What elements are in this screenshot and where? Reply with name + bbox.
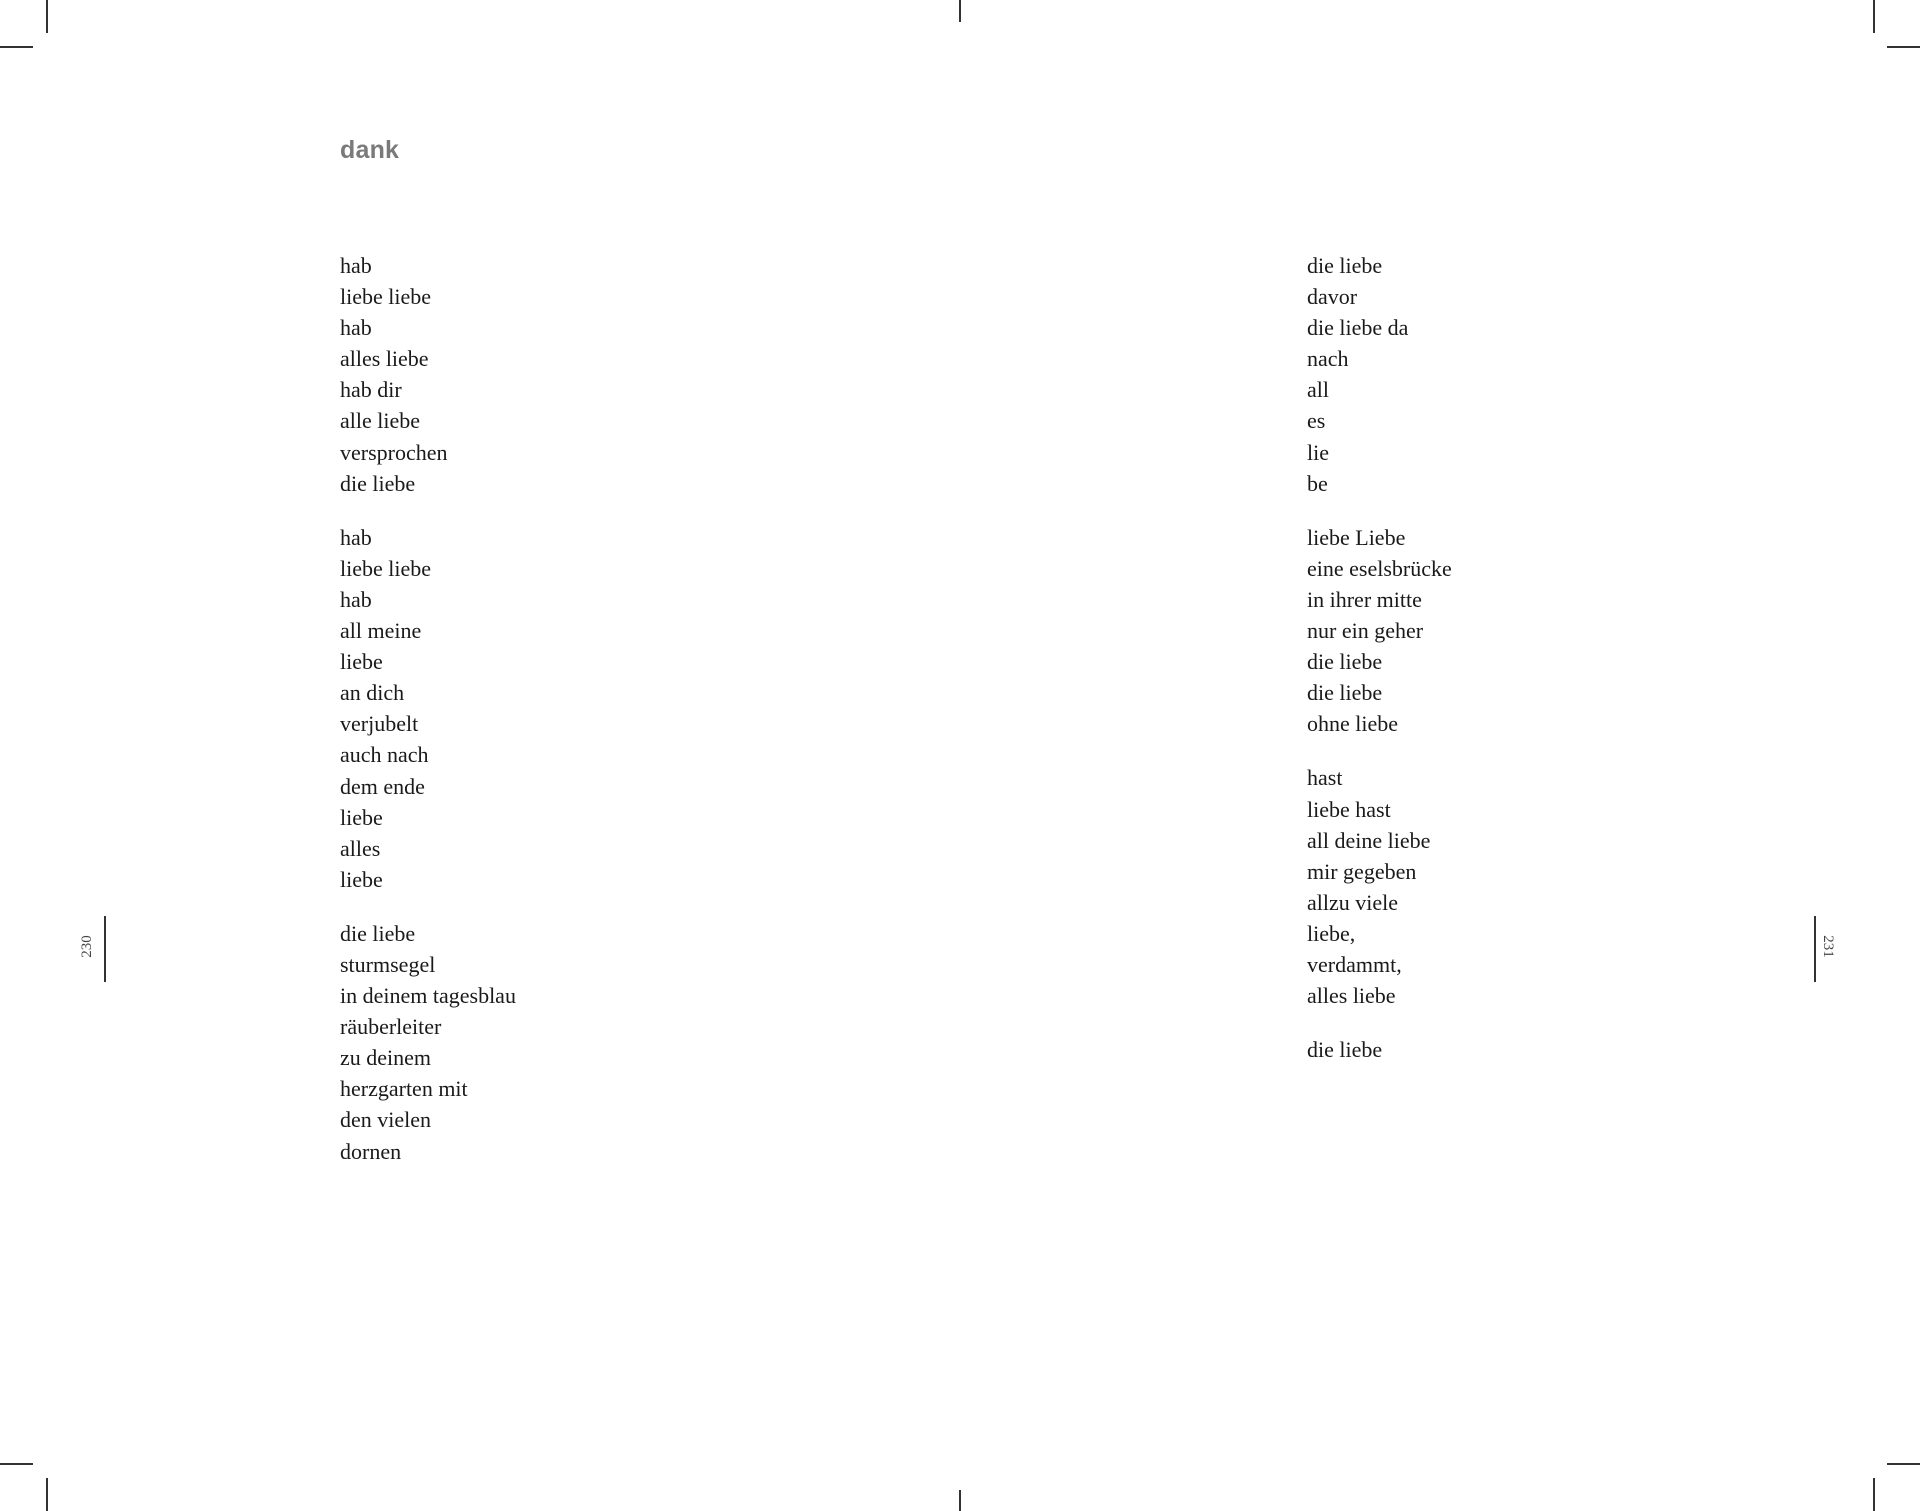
- poem-line: all deine liebe: [1307, 827, 1431, 853]
- poem-line: verdammt,: [1307, 951, 1402, 977]
- poem-line: dem ende: [340, 773, 425, 799]
- poem-line: be: [1307, 470, 1328, 496]
- poem-line: versprochen: [340, 439, 448, 465]
- page-number-left: [80, 916, 110, 982]
- poem-line: liebe liebe: [340, 555, 432, 581]
- poem-line: räuberleiter: [340, 1014, 442, 1040]
- poem-line: alle liebe: [340, 408, 421, 434]
- poem-line: davor: [1307, 284, 1358, 310]
- stanza: [340, 918, 516, 1167]
- poem-line: in ihrer mitte: [1307, 586, 1422, 612]
- crop-mark: [959, 1490, 961, 1511]
- poem-line: alles liebe: [340, 346, 429, 372]
- poem-line: liebe: [340, 649, 383, 675]
- crop-mark: [1873, 1478, 1875, 1511]
- page-number-right: [1808, 916, 1838, 982]
- poem-line: verjubelt: [340, 711, 419, 737]
- stanza: [1307, 250, 1452, 499]
- poem-line: mir gegeben: [1307, 858, 1417, 884]
- poem-title: dank: [340, 136, 400, 164]
- poem-line: herzgarten mit: [340, 1076, 468, 1102]
- poem-line: die liebe: [1307, 680, 1383, 706]
- poem-line: hab dir: [340, 377, 402, 403]
- poem-line: dornen: [340, 1138, 402, 1164]
- poem-line: liebe hast: [1307, 796, 1391, 822]
- page-number-rule: [1814, 916, 1816, 982]
- poem-line: die liebe da: [1307, 315, 1409, 341]
- poem-line: in deinem tagesblau: [340, 983, 516, 1009]
- poem-line: hab: [340, 253, 372, 278]
- poem-line: all: [1307, 377, 1329, 403]
- poem-line: hab: [340, 315, 372, 341]
- poem-line: die liebe: [1307, 253, 1383, 278]
- poem-line: liebe liebe: [340, 284, 432, 310]
- poem-line: sturmsegel: [340, 951, 436, 977]
- poem-line: liebe: [340, 866, 383, 892]
- poem-line: die liebe: [340, 920, 416, 946]
- poem-line: den vielen: [340, 1107, 432, 1133]
- poem-line: hab: [340, 586, 372, 612]
- poem-line: zu deinem: [340, 1045, 432, 1071]
- poem-line: hast: [1307, 765, 1343, 791]
- poem-line: allzu viele: [1307, 889, 1399, 915]
- poem-line: hab: [340, 524, 372, 550]
- right-page-poem: [1307, 250, 1452, 1088]
- poem-line: es: [1307, 408, 1326, 434]
- crop-mark: [1873, 0, 1875, 33]
- poem-line: lie: [1307, 439, 1329, 465]
- stanza: [1307, 522, 1452, 740]
- page-number-rule: [104, 916, 106, 982]
- left-page-poem: [340, 250, 516, 1190]
- poem-line: nach: [1307, 346, 1349, 372]
- poem-line: alles liebe: [1307, 983, 1396, 1009]
- crop-mark: [46, 1478, 48, 1511]
- poem-line: die liebe: [340, 470, 416, 496]
- poem-line: eine eselsbrücke: [1307, 555, 1452, 581]
- poem-line: all meine: [340, 618, 422, 644]
- poem-line: liebe,: [1307, 920, 1356, 946]
- crop-mark: [46, 0, 48, 33]
- poem-line: ohne liebe: [1307, 711, 1399, 737]
- poem-line: liebe Liebe: [1307, 524, 1406, 550]
- crop-mark: [1887, 46, 1920, 48]
- stanza: [1307, 762, 1452, 1011]
- poem-line: liebe: [340, 804, 383, 830]
- poem-line: auch nach: [340, 742, 429, 768]
- poem-line: die liebe: [1307, 1037, 1383, 1063]
- page-number-231: 231: [1819, 935, 1836, 958]
- crop-mark: [0, 46, 33, 48]
- poem-line: nur ein geher: [1307, 618, 1424, 644]
- page-number-230: 230: [78, 935, 95, 958]
- stanza: [1307, 1034, 1452, 1065]
- poem-line: alles: [340, 835, 381, 861]
- crop-mark: [959, 0, 961, 22]
- crop-mark: [1887, 1463, 1920, 1465]
- crop-mark: [0, 1463, 33, 1465]
- stanza: [340, 522, 516, 895]
- poem-line: an dich: [340, 680, 405, 706]
- poem-line: die liebe: [1307, 649, 1383, 675]
- stanza: [340, 250, 516, 499]
